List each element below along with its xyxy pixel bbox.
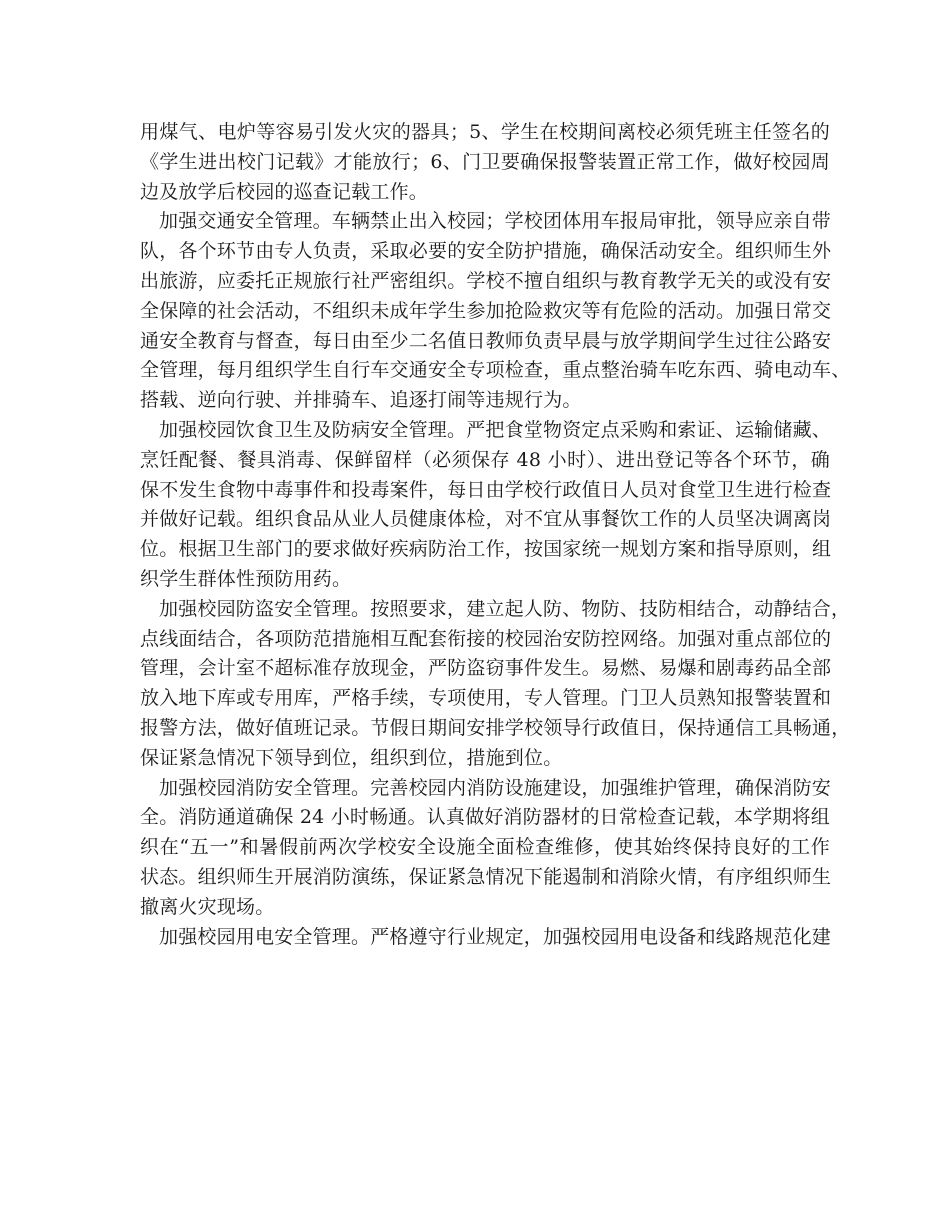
- text-line: 用煤气、电炉等容易引发火灾的器具；5、学生在校期间离校必须凭班主任签名的: [140, 121, 830, 143]
- text-line: 加强校园防盗安全管理。按照要求，建立起人防、物防、技防相结合，动静结合，: [159, 597, 851, 620]
- text-line: 撤离火灾现场。: [140, 895, 275, 918]
- text-line: 出旅游，应委托正规旅行社严密组织。学校不擅自组织与教育教学无关的或没有安: [140, 269, 832, 292]
- text-line: 状态。组织师生开展消防演练，保证紧急情况下能遏制和消除火情，有序组织师生: [140, 865, 832, 888]
- text-line: 位。根据卫生部门的要求做好疾病防治工作，按国家统一规划方案和指导原则，组: [140, 538, 832, 561]
- paragraph-theft-prevention: [140, 595, 851, 774]
- paragraph-fire-safety: [140, 774, 830, 923]
- text-line: 加强校园消防安全管理。完善校园内消防设施建设，加强维护管理，确保消防安: [159, 776, 832, 799]
- text-line: 报警方法，做好值班记录。节假日期间安排学校领导行政值日，保持通信工具畅通，: [140, 716, 851, 739]
- text-line: 点线面结合，各项防范措施相互配套衔接的校园治安防控网络。加强对重点部位的: [140, 627, 832, 650]
- text-line: 通安全教育与督查，每日由至少二名值日教师负责早晨与放学期间学生过往公路安: [140, 329, 832, 352]
- text-line: 全保障的社会活动，不组织未成年学生参加抢险救灾等有危险的活动。加强日常交: [140, 299, 832, 322]
- text-line: 并做好记载。组织食品从业人员健康体检，对不宜从事餐饮工作的人员坚决调离岗: [140, 508, 832, 531]
- text-line: 全管理，每月组织学生自行车交通安全专项检查，重点整治骑车吃东西、骑电动车、: [140, 359, 851, 382]
- text-line: 织学生群体性预防用药。: [140, 567, 352, 590]
- document-body: [140, 118, 851, 952]
- text-line: 《学生进出校门记载》才能放行；6、门卫要确保报警装置正常工作，做好校园周: [140, 150, 830, 173]
- text-line: 队，各个环节由专人负责，采取必要的安全防护措施，确保活动安全。组织师生外: [140, 240, 832, 263]
- text-line: 烹饪配餐、餐具消毒、保鲜留样（必须保存 48 小时）、进出登记等各个环节，确: [140, 448, 830, 471]
- text-line: 边及放学后校园的巡查记载工作。: [140, 180, 429, 203]
- text-line: 保证紧急情况下领导到位，组织到位，措施到位。: [140, 746, 563, 769]
- text-line: 加强校园用电安全管理。严格遵守行业规定，加强校园用电设备和线路规范化建: [159, 925, 832, 948]
- text-line: 管理，会计室不超标准存放现金，严防盗窃事件发生。易燃、易爆和剧毒药品全部: [140, 657, 832, 680]
- paragraph-dangerous-appliances-continued: [140, 118, 830, 207]
- paragraph-food-hygiene: [140, 416, 830, 595]
- text-line: 保不发生食物中毒事件和投毒案件，每日由学校行政值日人员对食堂卫生进行检查: [140, 478, 832, 501]
- text-line: 加强校园饮食卫生及防病安全管理。严把食堂物资定点采购和索证、运输储藏、: [159, 418, 832, 441]
- text-line: 搭载、逆向行驶、并排骑车、追逐打闹等违规行为。: [140, 389, 582, 412]
- text-line: 加强交通安全管理。车辆禁止出入校园；学校团体用车报局审批，领导应亲自带: [159, 210, 832, 233]
- paragraph-electrical-safety: [140, 923, 830, 953]
- text-line: 放入地下库或专用库，严格手续，专项使用，专人管理。门卫人员熟知报警装置和: [140, 687, 832, 710]
- text-line: 织在“五一”和暑假前两次学校安全设施全面检查维修，使其始终保持良好的工作: [140, 836, 830, 859]
- text-line: 全。消防通道确保 24 小时畅通。认真做好消防器材的日常检查记载，本学期将组: [140, 806, 830, 829]
- paragraph-traffic-safety: [140, 207, 851, 416]
